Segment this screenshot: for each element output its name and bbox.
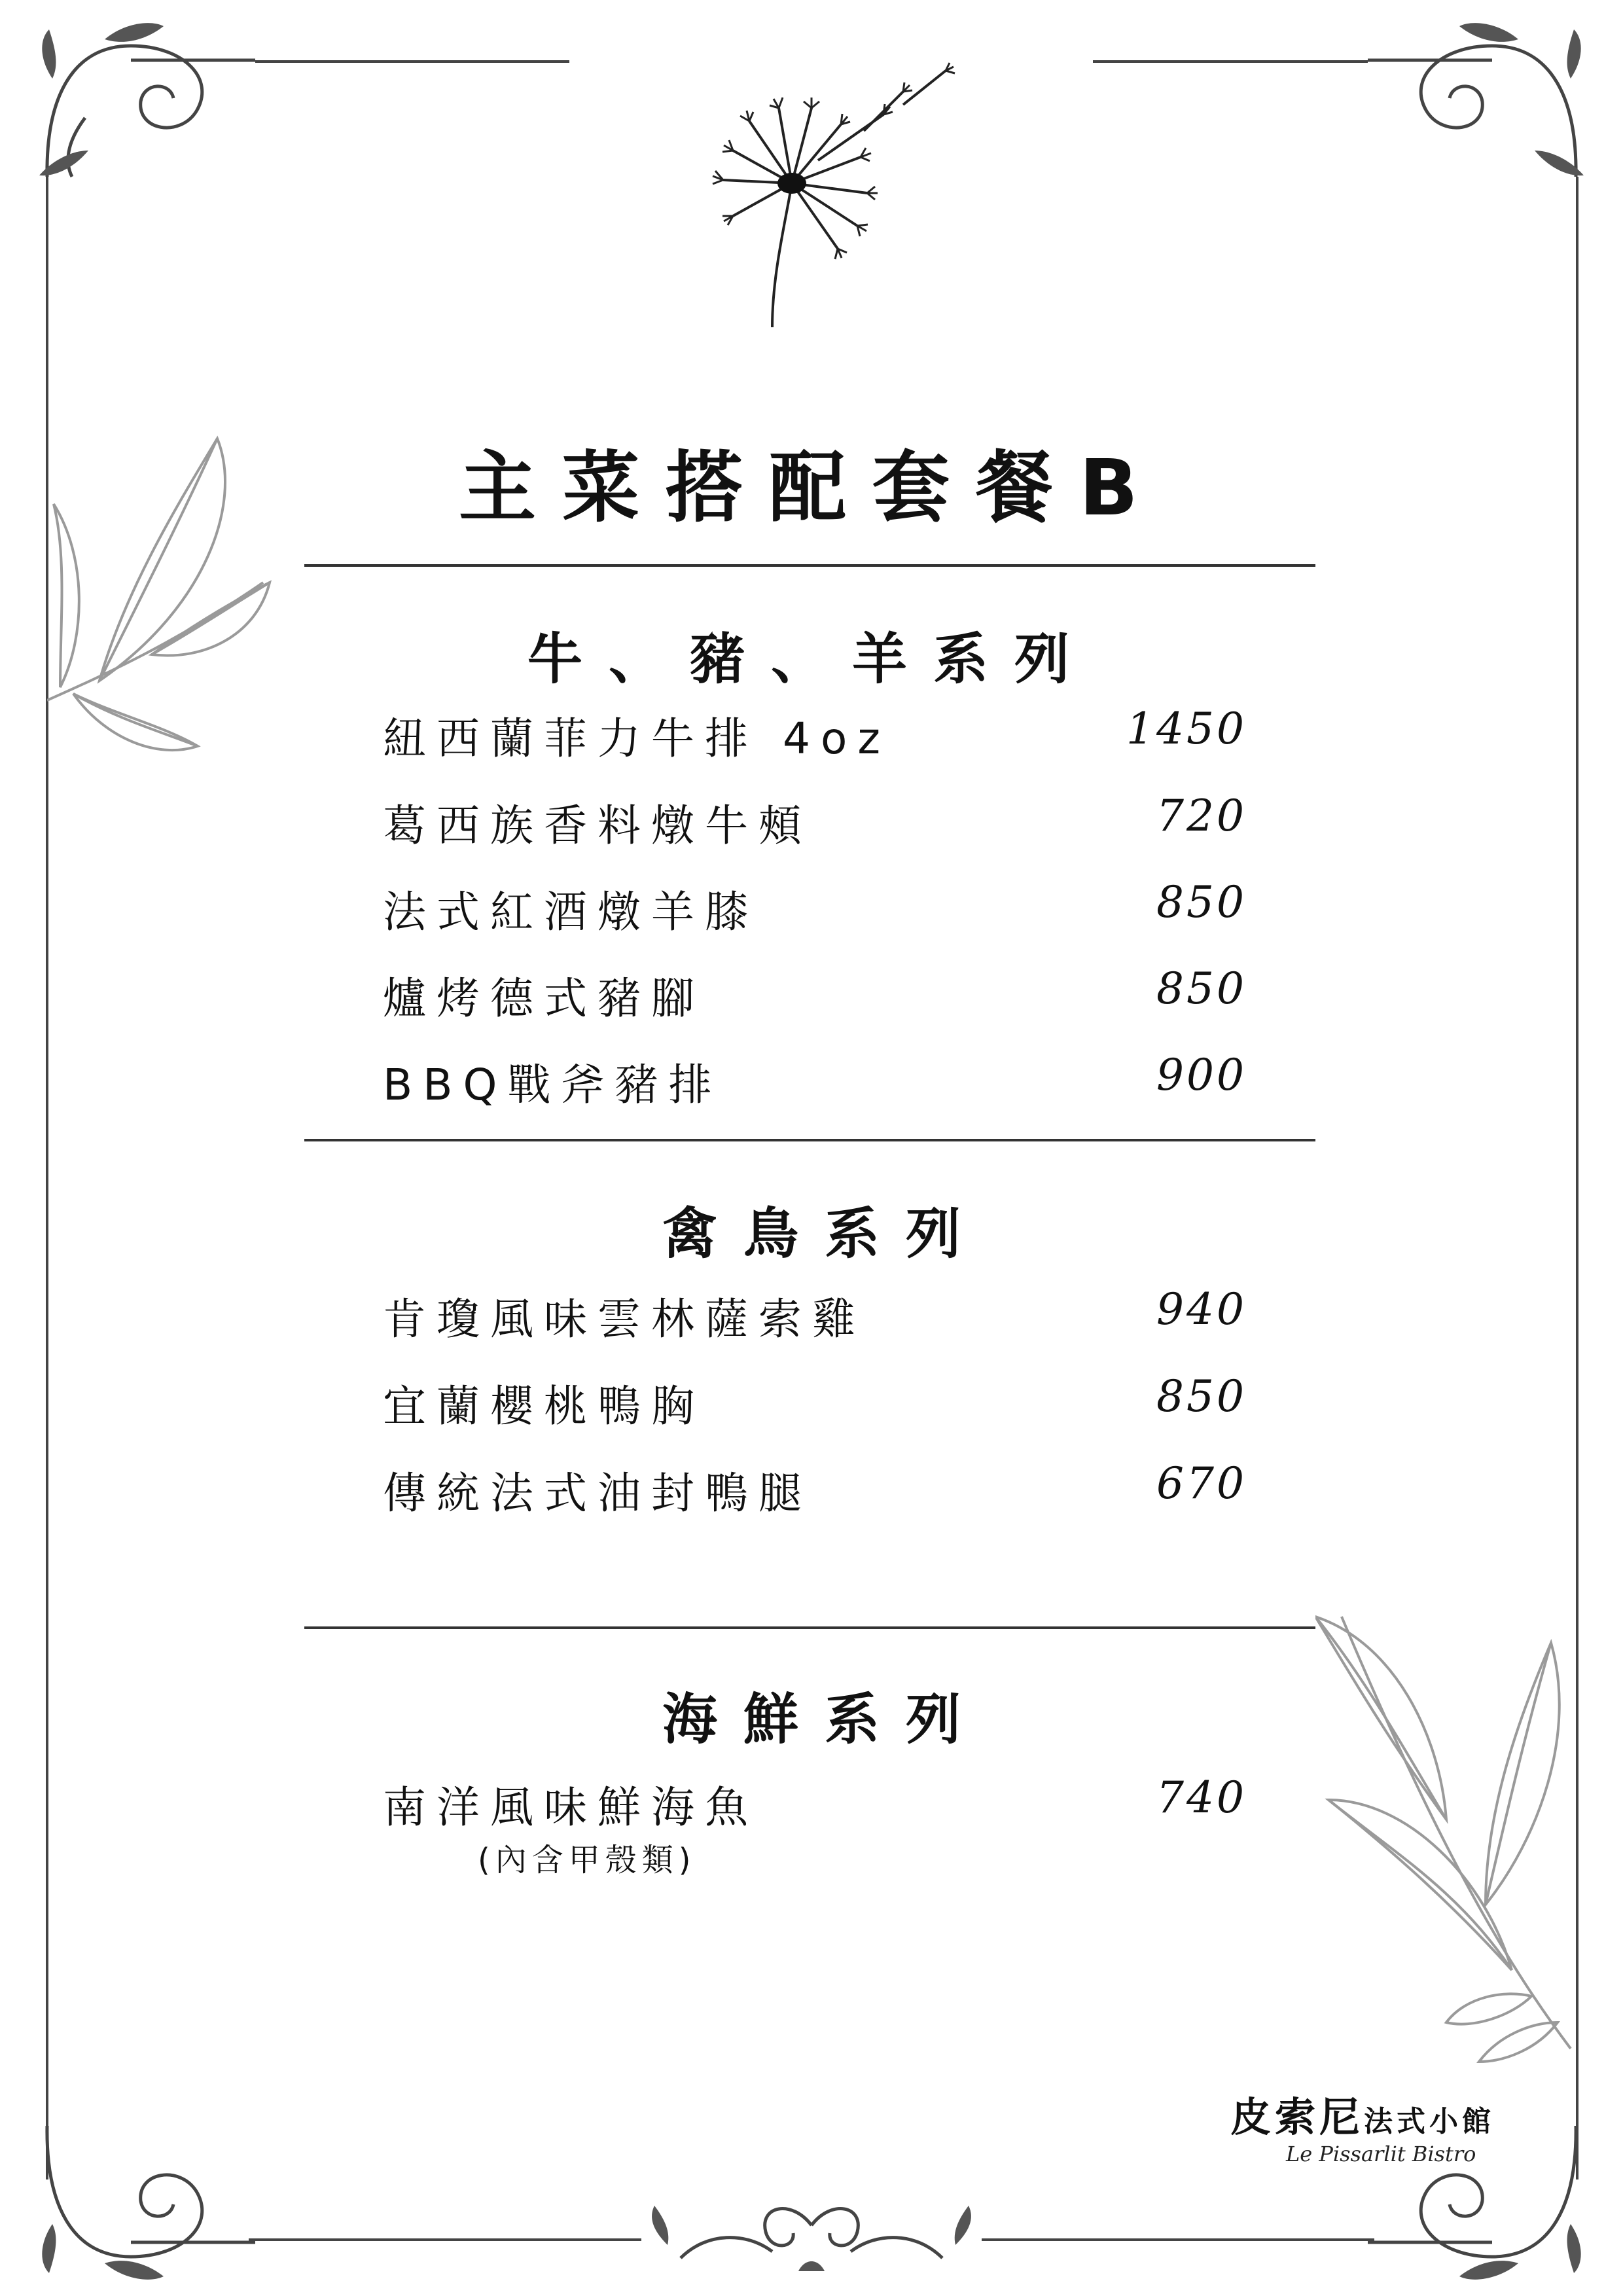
item-name: BBQ戰斧豬排	[383, 1060, 722, 1110]
item-note: (內含甲殼類)	[478, 1842, 696, 1878]
brand-name: 皮索尼	[1230, 2093, 1364, 2141]
dandelion-icon	[687, 52, 962, 340]
item-name: 南洋風味鮮海魚	[383, 1782, 758, 1833]
item-price: 1450	[1126, 704, 1247, 754]
item-price: 940	[1156, 1284, 1247, 1335]
frame-top-left-line	[255, 60, 569, 63]
item-name: 紐西蘭菲力牛排 4oz	[383, 713, 891, 764]
frame-bottom-left-line	[249, 2238, 641, 2241]
item-price: 850	[1156, 963, 1247, 1014]
leaf-branch-right-icon	[1315, 1604, 1576, 2075]
section-divider-2	[304, 1626, 1315, 1629]
bottom-center-ornament-icon	[641, 2186, 982, 2284]
menu-item	[383, 791, 1247, 856]
item-price: 670	[1156, 1458, 1247, 1509]
item-name: 葛西族香料燉牛頰	[383, 800, 812, 851]
brand-suffix: 法式小館	[1364, 2105, 1495, 2138]
menu-title: 主菜搭配套餐B	[459, 442, 1164, 533]
menu-item	[383, 1458, 1247, 1524]
menu-item	[383, 877, 1247, 942]
brand-english-name: Le Pissarlit Bistro	[1286, 2142, 1476, 2166]
corner-flourish-bottom-left-icon	[26, 2113, 262, 2283]
item-name: 爐烤德式豬腳	[383, 973, 705, 1024]
frame-bottom-right-line	[982, 2238, 1374, 2241]
menu-item	[383, 704, 1247, 769]
title-divider	[304, 564, 1315, 567]
item-price: 720	[1156, 791, 1247, 841]
item-price: 850	[1156, 877, 1247, 927]
frame-top-right-line	[1093, 60, 1368, 63]
item-price: 850	[1156, 1371, 1247, 1422]
item-price: 900	[1156, 1050, 1247, 1100]
item-price: 740	[1156, 1772, 1247, 1823]
menu-item	[383, 1371, 1247, 1437]
corner-flourish-top-left-icon	[26, 20, 262, 190]
section-title: 禽鳥系列	[662, 1202, 987, 1266]
item-name: 法式紅酒燉羊膝	[383, 887, 758, 937]
corner-flourish-top-right-icon	[1361, 20, 1597, 190]
brand-logo-text	[1230, 2085, 1495, 2143]
menu-item	[383, 1772, 1247, 1890]
section-title: 牛、豬、羊系列	[527, 627, 1096, 691]
section-divider-1	[304, 1139, 1315, 1141]
section-title: 海鮮系列	[662, 1687, 987, 1751]
menu-item	[383, 1284, 1247, 1350]
menu-item	[383, 963, 1247, 1029]
item-name: 肯瓊風味雲林薩索雞	[383, 1294, 866, 1344]
item-name: 宜蘭櫻桃鴨胸	[383, 1381, 705, 1431]
menu-item	[383, 1050, 1247, 1115]
item-name: 傳統法式油封鴨腿	[383, 1468, 812, 1518]
